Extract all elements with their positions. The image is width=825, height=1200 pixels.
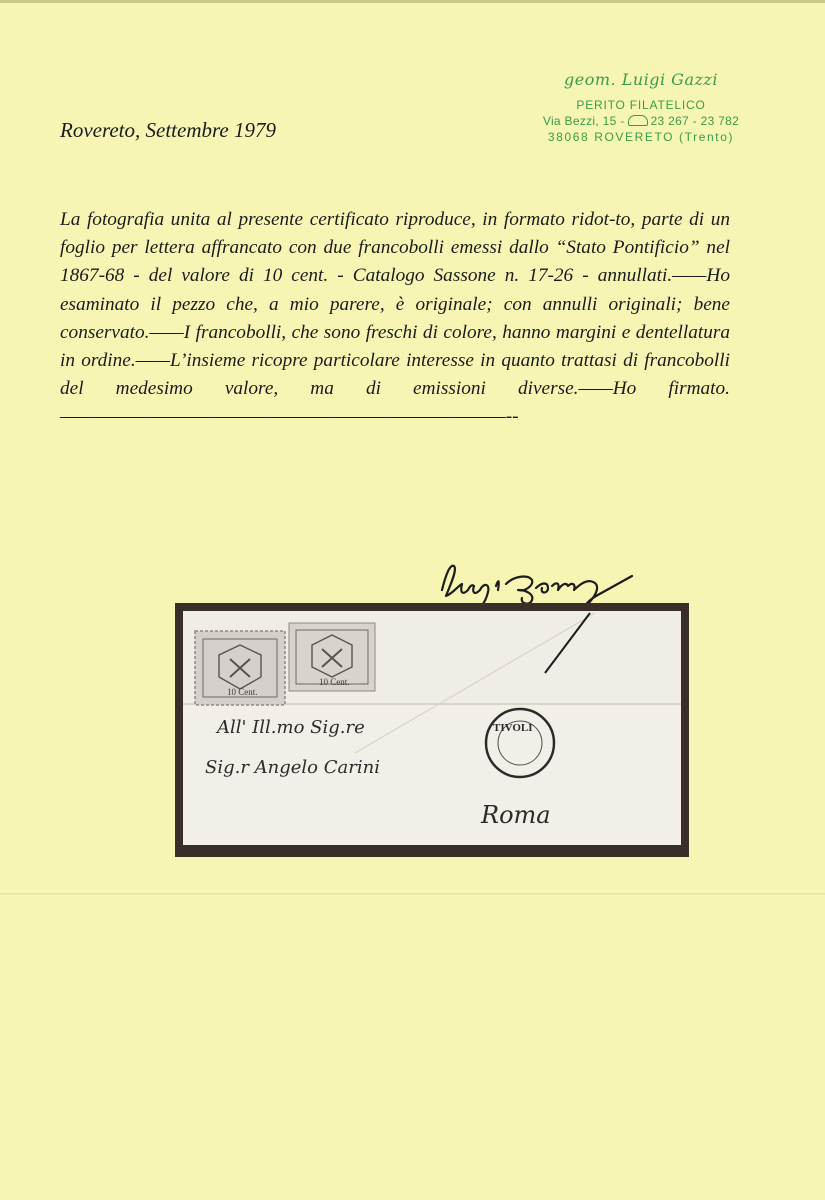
certificate-body: La fotografia unita al presente certificato riproduce, in formato ridot-to, parte di un foglio per lettera affrancato con due francobolli emessi dallo “Stato Pontificio” nel 1867-68 - del valore di 10 cent. - Catalogo Sassone n. 17-26 - annullati.——Ho esaminato il pezzo che, a mio parere, è originale; con annulli originali; bene conservato.——I francobolli, che sono freschi di colore, hanno margini e dentellatura in ordine.——L’insieme ricopre particolare interesse in quanto trattasi di francobolli del medesimo valore, ma di emissioni diverse.——Ho firmato.——————————————————————————-- [60,209,730,428]
expert-title: PERITO FILATELICO [576,98,706,112]
fold-line [0,893,825,895]
telephone-icon [628,115,648,126]
expert-phone: 23 267 - 23 782 [650,114,740,128]
expert-address-line [536,113,746,129]
stamp-left-value: 10 Cent. [227,687,258,697]
expert-address: Via Bezzi, 15 - [542,114,625,128]
top-edge [0,0,825,3]
expert-name: geom. Luigi Gazzi [564,70,718,89]
stamp-right-value: 10 Cent. [319,677,350,687]
address-line-1: All' Ill.mo Sig.re [217,717,365,738]
address-city: Roma [481,801,551,829]
postmark-city: TIVOLI [493,722,533,734]
postage-stamp-right [289,623,375,691]
cover-photograph [175,603,689,857]
address-line-2: Sig.r Angelo Carini [205,757,380,778]
place-date: Rovereto, Settembre 1979 [60,118,276,142]
expert-city: 38068 ROVERETO (Trento) [547,130,735,144]
expert-stamp [536,70,746,145]
postage-stamp-left [195,631,285,705]
